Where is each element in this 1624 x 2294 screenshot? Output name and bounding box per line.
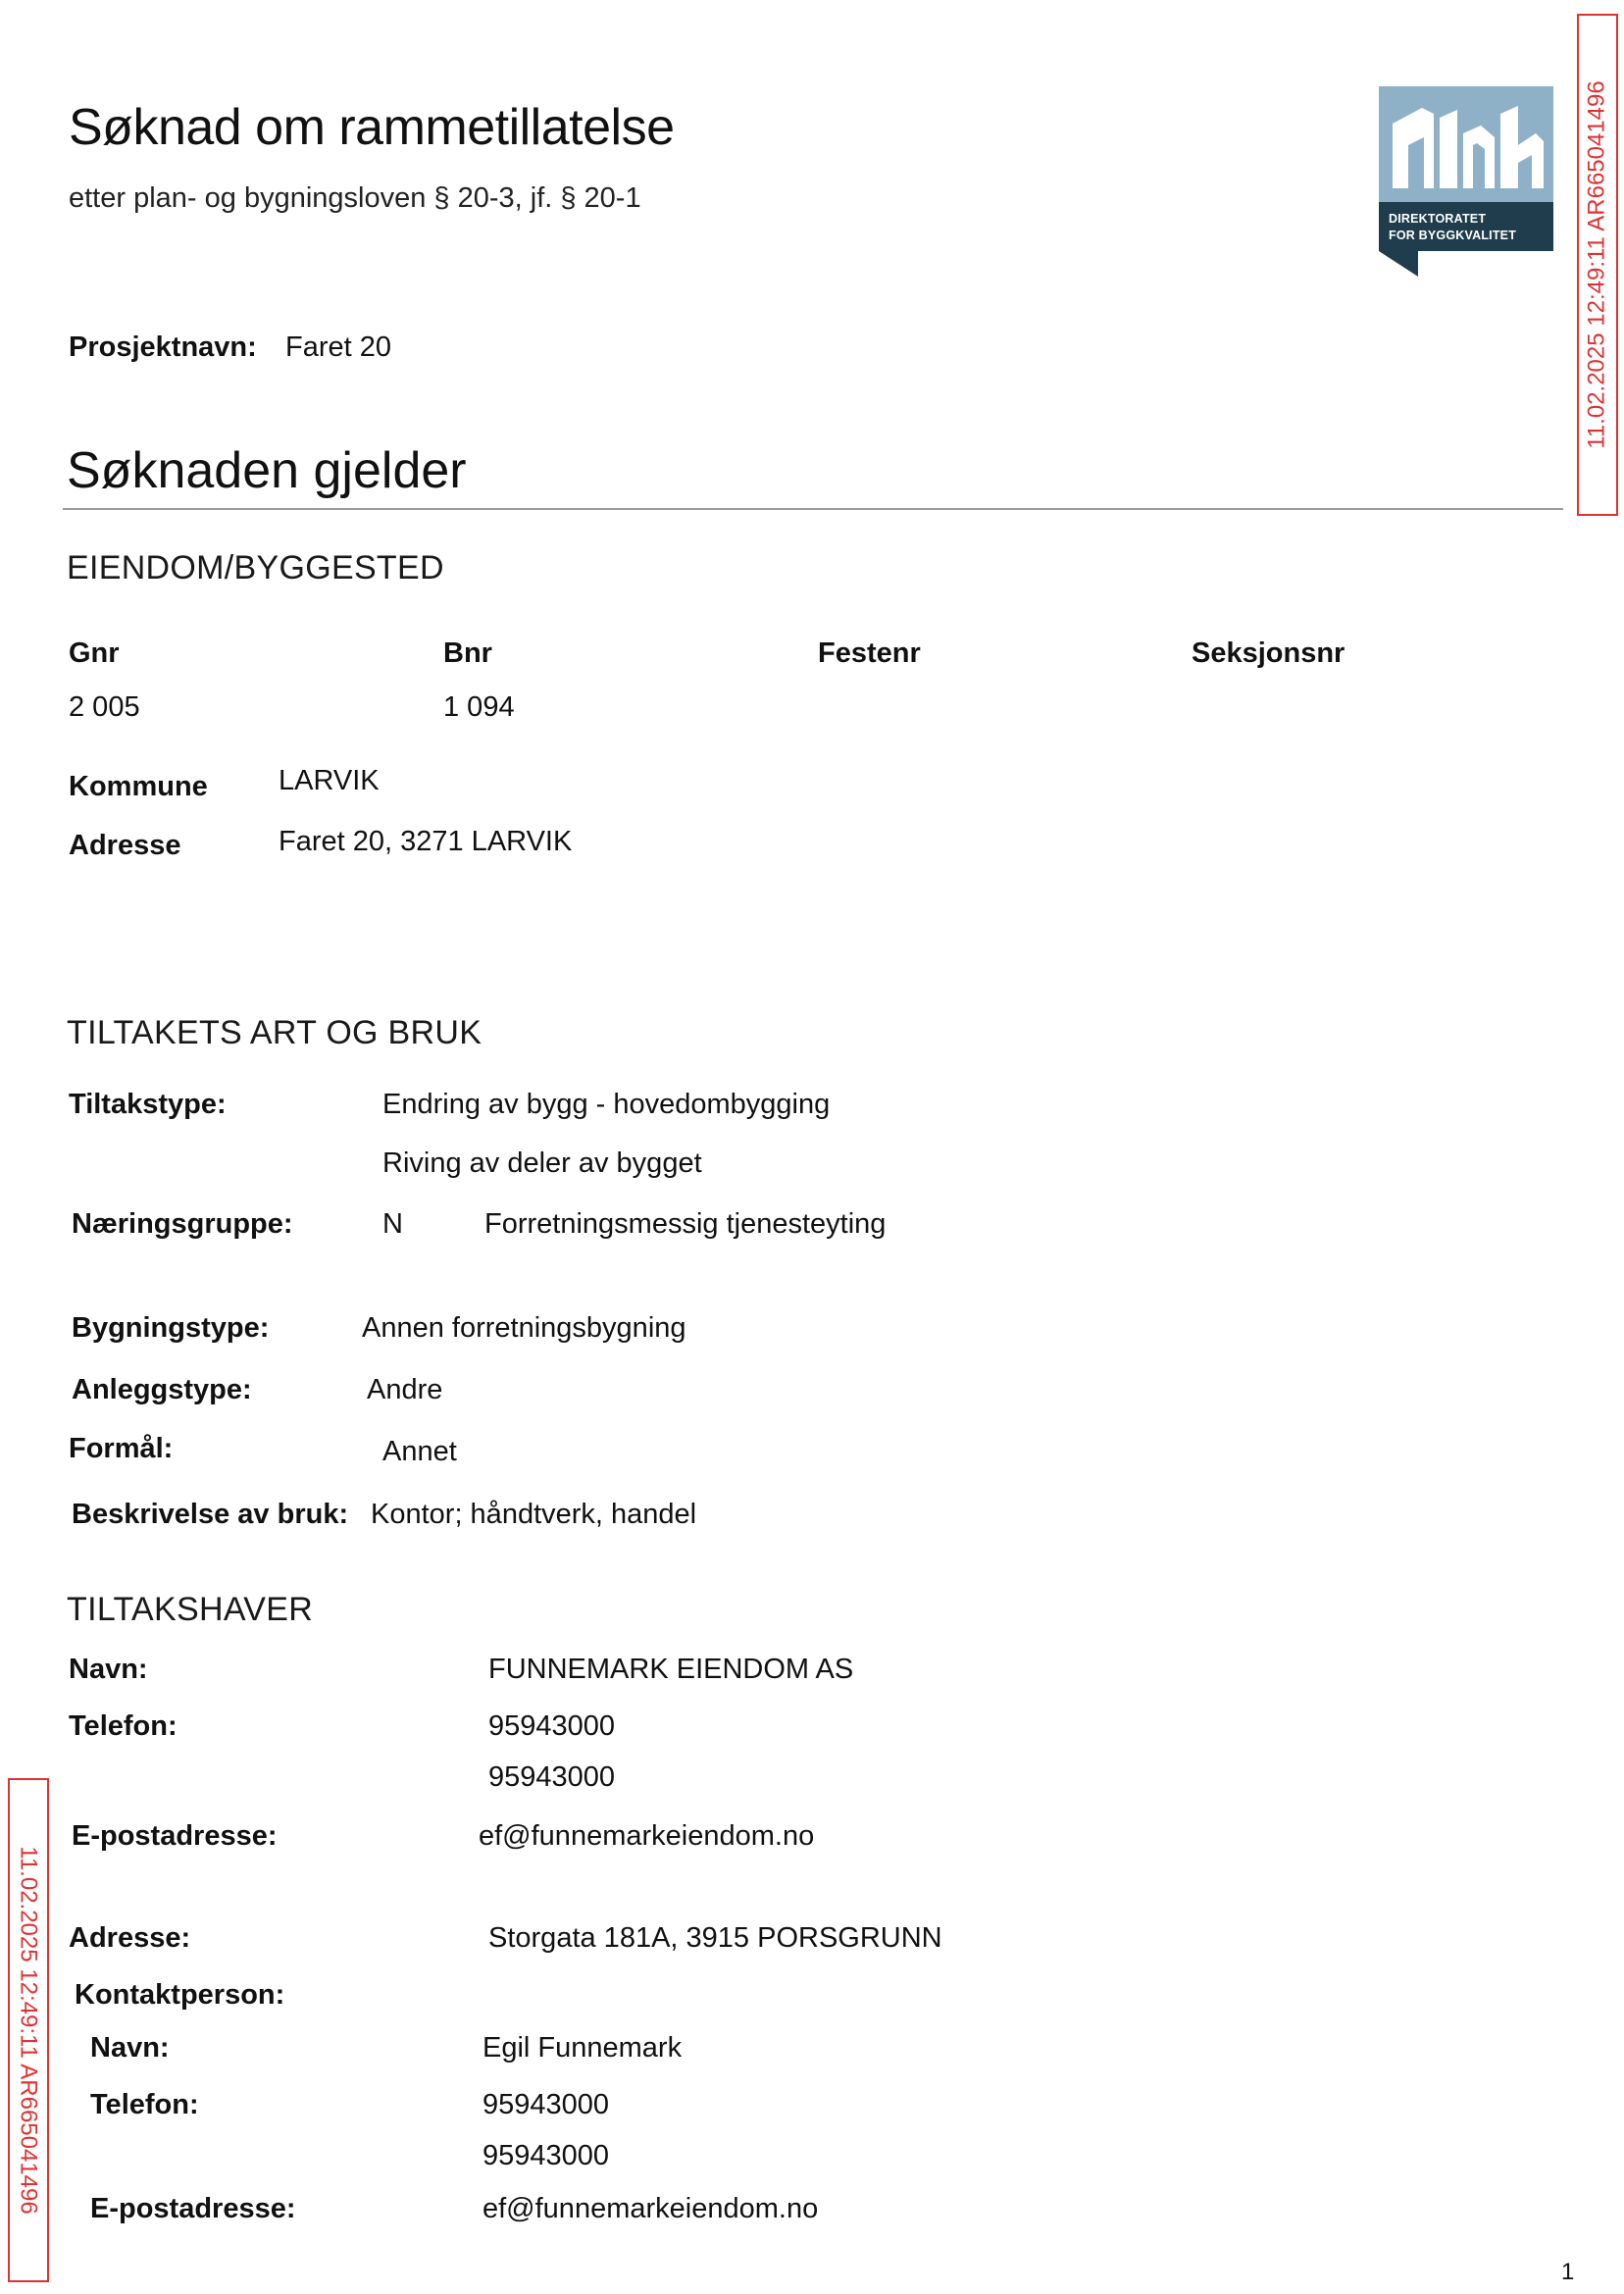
kontakt-telefon-value-2: 95943000 xyxy=(482,2140,610,2171)
tiltakshaver-navn-value: FUNNEMARK EIENDOM AS xyxy=(488,1654,854,1685)
kontakt-epost-value: ef@funnemarkeiendom.no xyxy=(482,2193,819,2224)
tiltakshaver-adresse-label: Adresse: xyxy=(69,1922,191,1954)
tiltakshaver-telefon-value-1: 95943000 xyxy=(488,1710,616,1742)
naeringsgruppe-text: Forretningsmessig tjenesteyting xyxy=(484,1208,887,1240)
anleggstype-label: Anleggstype: xyxy=(72,1374,252,1405)
seksjonsnr-label: Seksjonsnr xyxy=(1192,637,1345,669)
dibk-logo-graphic xyxy=(1379,86,1553,277)
bnr-label: Bnr xyxy=(443,637,492,669)
kommune-label: Kommune xyxy=(69,771,208,802)
gnr-label: Gnr xyxy=(69,637,120,669)
section-divider xyxy=(63,508,1563,510)
logo-text-line1: DIREKTORATET xyxy=(1389,212,1487,226)
kontakt-epost-label: E-postadresse: xyxy=(90,2193,296,2224)
project-value: Faret 20 xyxy=(285,331,391,363)
anleggstype-value: Andre xyxy=(367,1374,443,1405)
logo-text-line2: FOR BYGGKVALITET xyxy=(1389,229,1517,242)
gnr-value: 2 005 xyxy=(69,691,140,723)
tiltakshaver-heading: TILTAKSHAVER xyxy=(67,1591,314,1628)
formaal-value: Annet xyxy=(382,1436,457,1467)
bygningstype-value: Annen forretningsbygning xyxy=(362,1312,686,1344)
formaal-label: Formål: xyxy=(69,1433,174,1464)
tiltakshaver-adresse-value: Storgata 181A, 3915 PORSGRUNN xyxy=(488,1922,942,1954)
beskrivelse-value: Kontor; håndtverk, handel xyxy=(371,1499,697,1530)
kontaktperson-label: Kontaktperson: xyxy=(75,1979,285,2011)
document-subtitle: etter plan- og bygningsloven § 20-3, jf. § 20-1 xyxy=(69,182,641,214)
document-title: Søknad om rammetillatelse xyxy=(69,99,675,156)
tiltakshaver-epost-value: ef@funnemarkeiendom.no xyxy=(479,1820,815,1852)
receipt-stamp-left-text: 11.02.2025 12:49:11 AR665041496 xyxy=(16,1846,42,2215)
kontakt-telefon-label: Telefon: xyxy=(90,2089,199,2120)
tiltak-heading: TILTAKETS ART OG BRUK xyxy=(67,1014,482,1051)
receipt-stamp-left xyxy=(8,1778,49,2282)
receipt-stamp-right-text: 11.02.2025 12:49:11 AR665041496 xyxy=(1584,80,1610,449)
kommune-value: LARVIK xyxy=(279,765,380,796)
tiltakstype-value-2: Riving av deler av bygget xyxy=(382,1147,702,1179)
tiltakshaver-telefon-value-2: 95943000 xyxy=(488,1761,616,1793)
tiltakstype-label: Tiltakstype: xyxy=(69,1089,227,1120)
adresse-label: Adresse xyxy=(69,830,181,861)
festenr-label: Festenr xyxy=(818,637,921,669)
kontakt-telefon-value-1: 95943000 xyxy=(482,2089,610,2120)
page-number: 1 xyxy=(1561,2259,1575,2285)
bygningstype-label: Bygningstype: xyxy=(72,1312,270,1344)
property-heading: EIENDOM/BYGGESTED xyxy=(67,549,444,586)
section-title: Søknaden gjelder xyxy=(67,442,467,499)
receipt-stamp-right xyxy=(1577,14,1618,516)
dibk-logo xyxy=(1379,86,1553,277)
bnr-value: 1 094 xyxy=(443,691,515,723)
tiltakshaver-epost-label: E-postadresse: xyxy=(72,1820,278,1852)
kontakt-navn-value: Egil Funnemark xyxy=(482,2032,683,2064)
project-label: Prosjektnavn: xyxy=(69,331,257,363)
tiltakshaver-navn-label: Navn: xyxy=(69,1654,148,1685)
kontakt-navn-label: Navn: xyxy=(90,2032,170,2064)
naeringsgruppe-label: Næringsgruppe: xyxy=(72,1208,293,1240)
adresse-value: Faret 20, 3271 LARVIK xyxy=(279,826,573,857)
naeringsgruppe-code: N xyxy=(382,1208,403,1240)
tiltakshaver-telefon-label: Telefon: xyxy=(69,1710,178,1742)
beskrivelse-label: Beskrivelse av bruk: xyxy=(72,1499,349,1530)
tiltakstype-value-1: Endring av bygg - hovedombygging xyxy=(382,1089,831,1120)
